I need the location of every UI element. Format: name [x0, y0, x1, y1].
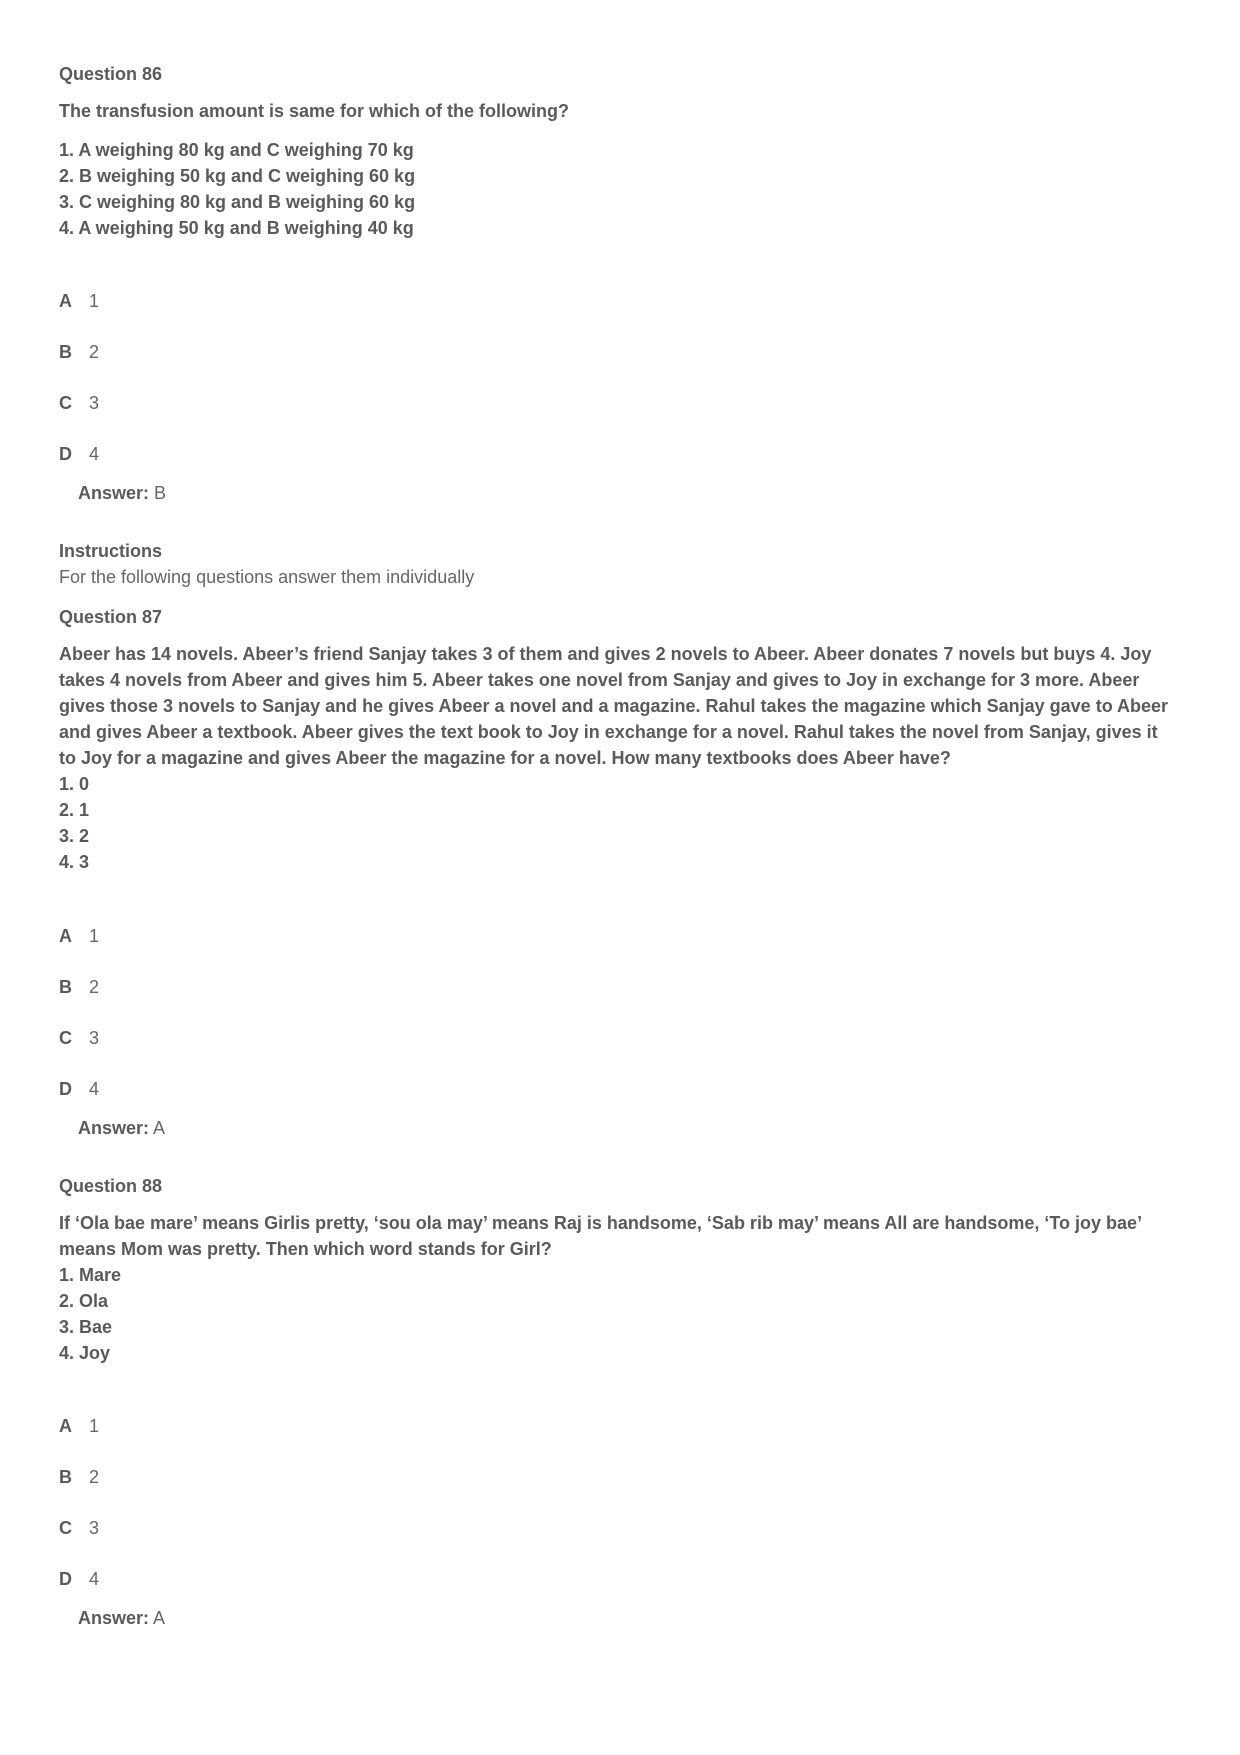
answer-value: A [153, 1608, 166, 1628]
option-value: 2 [89, 342, 100, 362]
answer-value: B [154, 483, 167, 503]
option-letter: B [59, 977, 72, 997]
question-title: Question 86 [59, 64, 163, 84]
option-value: 3 [89, 393, 100, 413]
statement-item: 2. Ola [59, 1291, 109, 1311]
answer [78, 482, 166, 504]
question-title: Question 88 [59, 1176, 163, 1196]
instructions-text: For the following questions answer them individually [59, 567, 475, 587]
option-value: 1 [89, 1416, 100, 1436]
question-text: Abeer has 14 novels. Abeer’s friend Sanjay takes 3 of them and gives 2 novels to Abeer. Abeer donates 7 novels but buys 4. Joy takes 4 novels from Abeer and gives him 5. Abeer takes one novel from Sanjay and gives to Joy in exchange for 3 more. Abeer gives those 3 novels to Sanjay and he gives Abeer a novel and a magazine. Rahul takes the magazine which Sanjay gave to Abeer and gives Abeer a textbook. Abeer gives the text book to Joy in exchange for a novel. Rahul takes the novel from Sanjay, gives it to Joy for a magazine and gives Abeer the magazine for a novel. How many textbooks does Abeer have? [59, 644, 1169, 768]
answer [78, 1117, 165, 1139]
question-88-body [59, 1210, 1179, 1366]
question-86-body [59, 98, 1179, 124]
instructions [59, 540, 1179, 588]
question-title: Question 87 [59, 607, 163, 627]
statement-item: 1. Mare [59, 1265, 122, 1285]
question-text: The transfusion amount is same for which of the following? [59, 101, 570, 121]
instructions-title: Instructions [59, 541, 163, 561]
option-value: 3 [89, 1518, 100, 1538]
option-letter: D [59, 1079, 72, 1099]
option-a[interactable] [59, 290, 99, 312]
option-value: 1 [89, 291, 100, 311]
option-b[interactable] [59, 976, 99, 998]
option-value: 2 [89, 1467, 100, 1487]
statement-item: 1. A weighing 80 kg and C weighing 70 kg [59, 140, 414, 160]
option-d[interactable] [59, 1568, 99, 1590]
statement-item: 2. B weighing 50 kg and C weighing 60 kg [59, 166, 416, 186]
statement-item: 3. Bae [59, 1317, 113, 1337]
answer-label: Answer: [78, 1608, 150, 1628]
statement-item: 3. 2 [59, 826, 90, 846]
option-c[interactable] [59, 1027, 99, 1049]
question-86 [59, 63, 1179, 85]
option-letter: D [59, 1569, 72, 1589]
option-value: 2 [89, 977, 100, 997]
statement-item: 3. C weighing 80 kg and B weighing 60 kg [59, 192, 416, 212]
option-d[interactable] [59, 1078, 99, 1100]
option-letter: A [59, 926, 72, 946]
option-value: 3 [89, 1028, 100, 1048]
option-letter: C [59, 1518, 72, 1538]
option-letter: A [59, 291, 72, 311]
option-letter: C [59, 1028, 72, 1048]
option-b[interactable] [59, 1466, 99, 1488]
option-value: 1 [89, 926, 100, 946]
question-88 [59, 1175, 1179, 1197]
option-a[interactable] [59, 1415, 99, 1437]
statement-item: 1. 0 [59, 774, 90, 794]
option-value: 4 [89, 1569, 100, 1589]
option-a[interactable] [59, 925, 99, 947]
option-value: 4 [89, 1079, 100, 1099]
option-b[interactable] [59, 341, 99, 363]
question-87 [59, 606, 1179, 628]
answer-label: Answer: [78, 1118, 150, 1138]
option-letter: C [59, 393, 72, 413]
option-letter: B [59, 342, 72, 362]
option-letter: D [59, 444, 72, 464]
question-86-statements [59, 137, 1179, 241]
statement-item: 4. A weighing 50 kg and B weighing 40 kg [59, 218, 414, 238]
answer-label: Answer: [78, 483, 150, 503]
option-value: 4 [89, 444, 100, 464]
option-c[interactable] [59, 1517, 99, 1539]
statement-item: 4. 3 [59, 852, 90, 872]
statement-item: 4. Joy [59, 1343, 111, 1363]
option-d[interactable] [59, 443, 99, 465]
statement-item: 2. 1 [59, 800, 90, 820]
answer [78, 1607, 165, 1629]
option-letter: B [59, 1467, 72, 1487]
option-c[interactable] [59, 392, 99, 414]
answer-value: A [153, 1118, 166, 1138]
question-text: If ‘Ola bae mare’ means Girlis pretty, ‘sou ola may’ means Raj is handsome, ‘Sab rib may’ means All are handsome, ‘To joy bae’ means Mom was pretty. Then which word stands for Girl? [59, 1213, 1142, 1259]
option-letter: A [59, 1416, 72, 1436]
question-87-body [59, 641, 1179, 875]
